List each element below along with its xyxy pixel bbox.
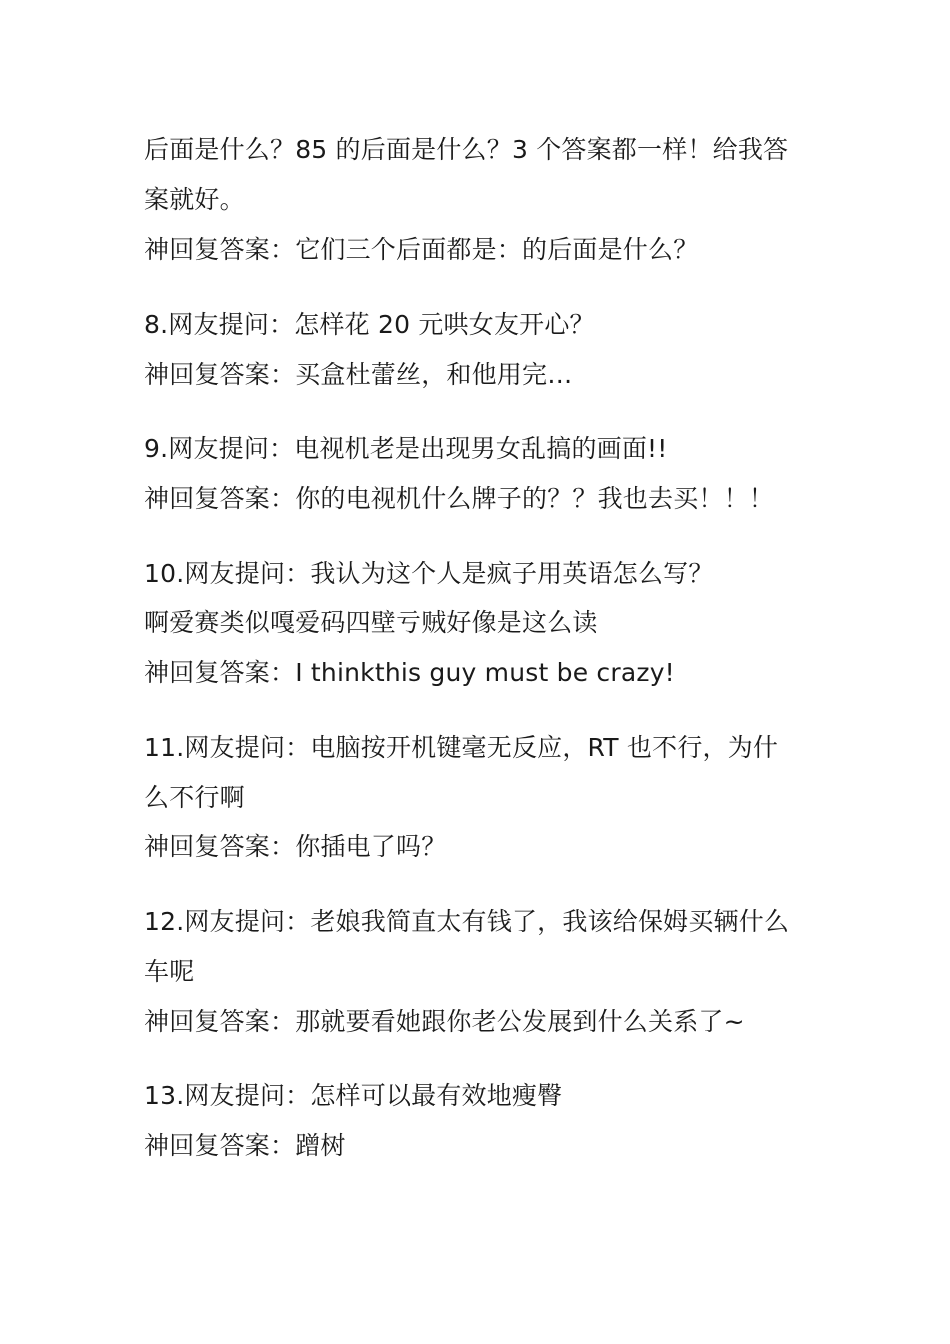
text-line: 啊爱赛类似嘎爱码四壁亏贼好像是这么读	[144, 608, 598, 637]
answer-line: 神回复答案：买盒杜蕾丝，和他用完…	[144, 360, 573, 389]
text-line: 么不行啊	[144, 783, 245, 812]
answer-line: 神回复答案：它们三个后面都是：的后面是什么？	[144, 235, 699, 264]
question-line: 12.网友提问：老娘我简直太有钱了，我该给保姆买辆什么	[144, 907, 790, 936]
text-line: 车呢	[144, 957, 195, 986]
answer-line: 神回复答案：那就要看她跟你老公发展到什么关系了~	[144, 1007, 745, 1036]
question-line: 13.网友提问：怎样可以最有效地瘦臀	[144, 1081, 563, 1110]
question-line: 11.网友提问：电脑按开机键毫无反应，RT 也不行，为什	[144, 733, 779, 762]
question-line: 10.网友提问：我认为这个人是疯子用英语怎么写？	[144, 559, 714, 588]
text-line: 案就好。	[144, 185, 245, 214]
text-line: 后面是什么？85 的后面是什么？3 个答案都一样！给我答	[144, 135, 789, 164]
answer-line: 神回复答案：你插电了吗？	[144, 832, 447, 861]
answer-line: 神回复答案：I thinkthis guy must be crazy!	[144, 658, 675, 687]
question-line: 8.网友提问：怎样花 20 元哄女友开心？	[144, 310, 595, 339]
question-line: 9.网友提问：电视机老是出现男女乱搞的画面!!	[144, 434, 668, 463]
answer-line: 神回复答案：你的电视机什么牌子的？？我也去买！！！	[144, 484, 775, 513]
answer-line: 神回复答案：蹭树	[144, 1131, 346, 1160]
